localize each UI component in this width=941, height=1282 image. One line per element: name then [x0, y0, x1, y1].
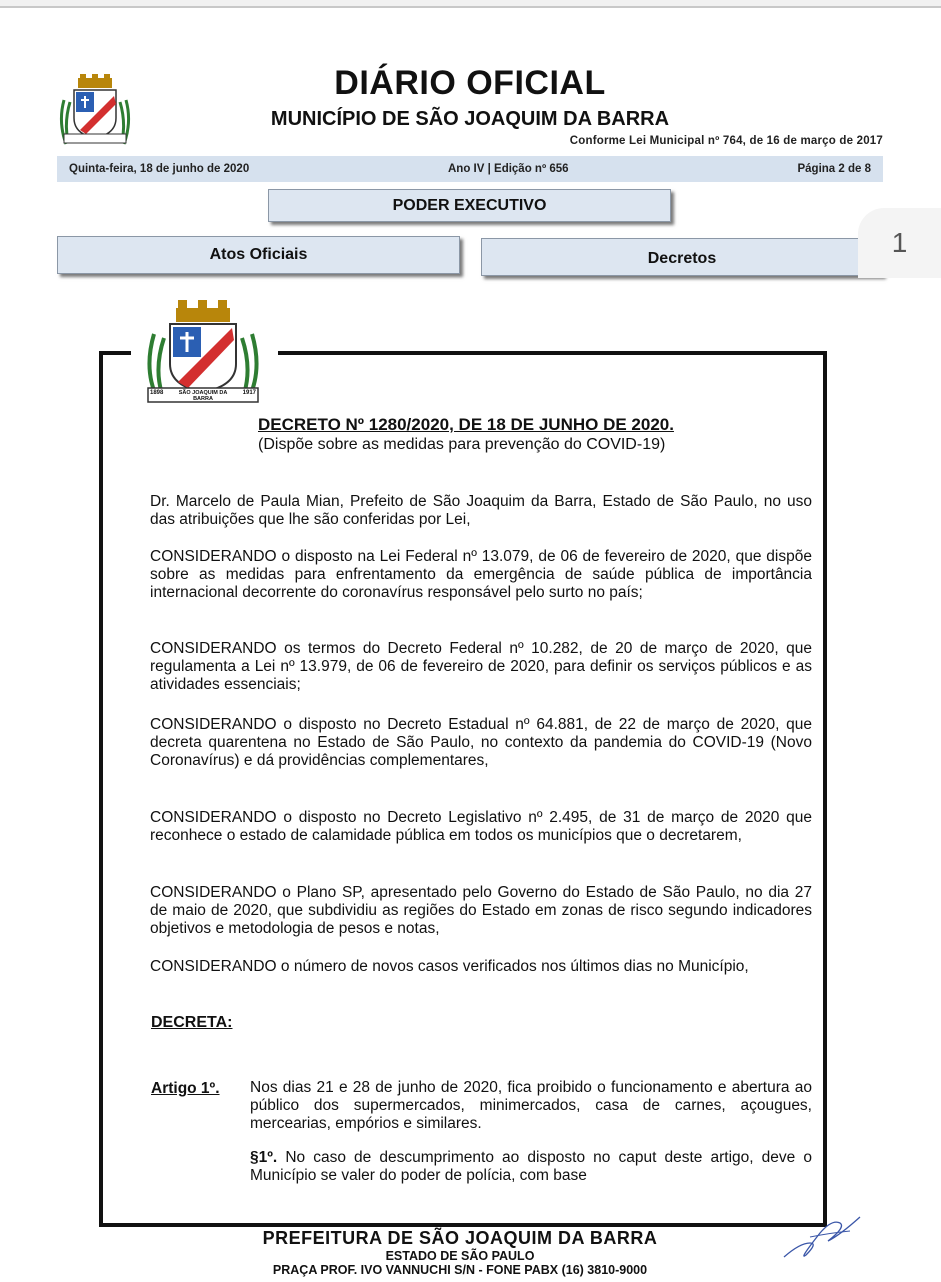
paragraph-label: §1º.: [250, 1149, 278, 1166]
considering-paragraph: CONSIDERANDO os termos do Decreto Federal nº 10.282, de 20 de março de 2020, que regulamenta a Lei nº 13.979, de 06 de fevereiro de 2020, para definir os serviços públicos e as atividades essenciais;: [150, 640, 812, 693]
considering-paragraph: CONSIDERANDO o disposto na Lei Federal nº 13.079, de 06 de fevereiro de 2020, que dispõe sobre as medidas para enfrentamento da emergência de saúde pública de importância internacional decorrente do coronavírus responsável pelo surto no país;: [150, 548, 812, 601]
decree-subtitle: (Dispõe sobre as medidas para prevenção do COVID-19): [258, 436, 666, 453]
municipal-crest-large: [142, 298, 264, 406]
paragraph-text: No caso de descumprimento ao disposto no caput deste artigo, deve o Município se valer do poder de polícia, com base: [250, 1149, 812, 1184]
article-label: Artigo 1º.: [151, 1080, 220, 1097]
footer-state: ESTADO DE SÃO PAULO: [385, 1249, 535, 1263]
crest-year-left: 1898: [150, 390, 164, 396]
crest-motto: SÃO JOAQUIM DA BARRA: [178, 390, 228, 402]
footer-prefeitura: PREFEITURA DE SÃO JOAQUIM DA BARRA: [262, 1228, 658, 1248]
page-count: Página 2 de 8: [797, 163, 871, 175]
article-text: Nos dias 21 e 28 de junho de 2020, fica proibido o funcionamento e abertura ao público dos supermercados, minimercados, casa de carnes, açougues, mercearias, empórios e similares.: [250, 1079, 812, 1132]
municipality-name: MUNICÍPIO DE SÃO JOAQUIM DA BARRA: [270, 108, 670, 130]
document-page: [0, 6, 941, 1282]
considering-paragraph: CONSIDERANDO o Plano SP, apresentado pelo Governo do Estado de São Paulo, no dia 27 de maio de 2020, que subdividiu as regiões do Estado em zonas de risco segundo indicadores objetivos e metodologia de pesos e notas,: [150, 884, 812, 937]
considering-paragraph: CONSIDERANDO o disposto no Decreto Legislativo nº 2.495, de 31 de março de 2020 que reconhece o estado de calamidade pública em todos os municípios que o decretarem,: [150, 809, 812, 844]
issue-date: Quinta-feira, 18 de junho de 2020: [69, 163, 250, 175]
newspaper-title: DIÁRIO OFICIAL: [334, 64, 606, 102]
signature-mark: [780, 1213, 870, 1268]
considering-paragraph: CONSIDERANDO o número de novos casos verificados nos últimos dias no Município,: [150, 958, 749, 975]
crest-year-right: 1917: [242, 390, 256, 396]
decreta-heading: DECRETA:: [151, 1014, 233, 1031]
edition-number: Ano IV | Edição nº 656: [448, 163, 569, 175]
decree-title: DECRETO Nº 1280/2020, DE 18 DE JUNHO DE 2020.: [258, 415, 674, 434]
law-reference: Conforme Lei Municipal nº 764, de 16 de março de 2017: [569, 135, 883, 147]
edition-info-bar: [57, 156, 883, 182]
footer-address: PRAÇA PROF. IVO VANNUCHI S/N - FONE PABX (16) 3810-9000: [272, 1263, 648, 1277]
article-paragraph: [250, 1149, 812, 1185]
municipal-crest-logo: [56, 72, 134, 148]
section-type-box: Decretos: [481, 238, 883, 276]
page-indicator: 1: [858, 208, 941, 278]
considering-paragraph: CONSIDERANDO o disposto no Decreto Estadual nº 64.881, de 22 de março de 2020, que decreta quarentena no Estado de São Paulo, no contexto da pandemia do COVID-19 (Novo Coronavírus) e dá providências complementares,: [150, 716, 812, 769]
preamble-paragraph: Dr. Marcelo de Paula Mian, Prefeito de São Joaquim da Barra, Estado de São Paulo, no uso das atribuições que lhe são conferidas por Lei,: [150, 493, 812, 528]
section-branch-box: PODER EXECUTIVO: [268, 189, 671, 222]
section-category-box: Atos Oficiais: [57, 236, 460, 274]
